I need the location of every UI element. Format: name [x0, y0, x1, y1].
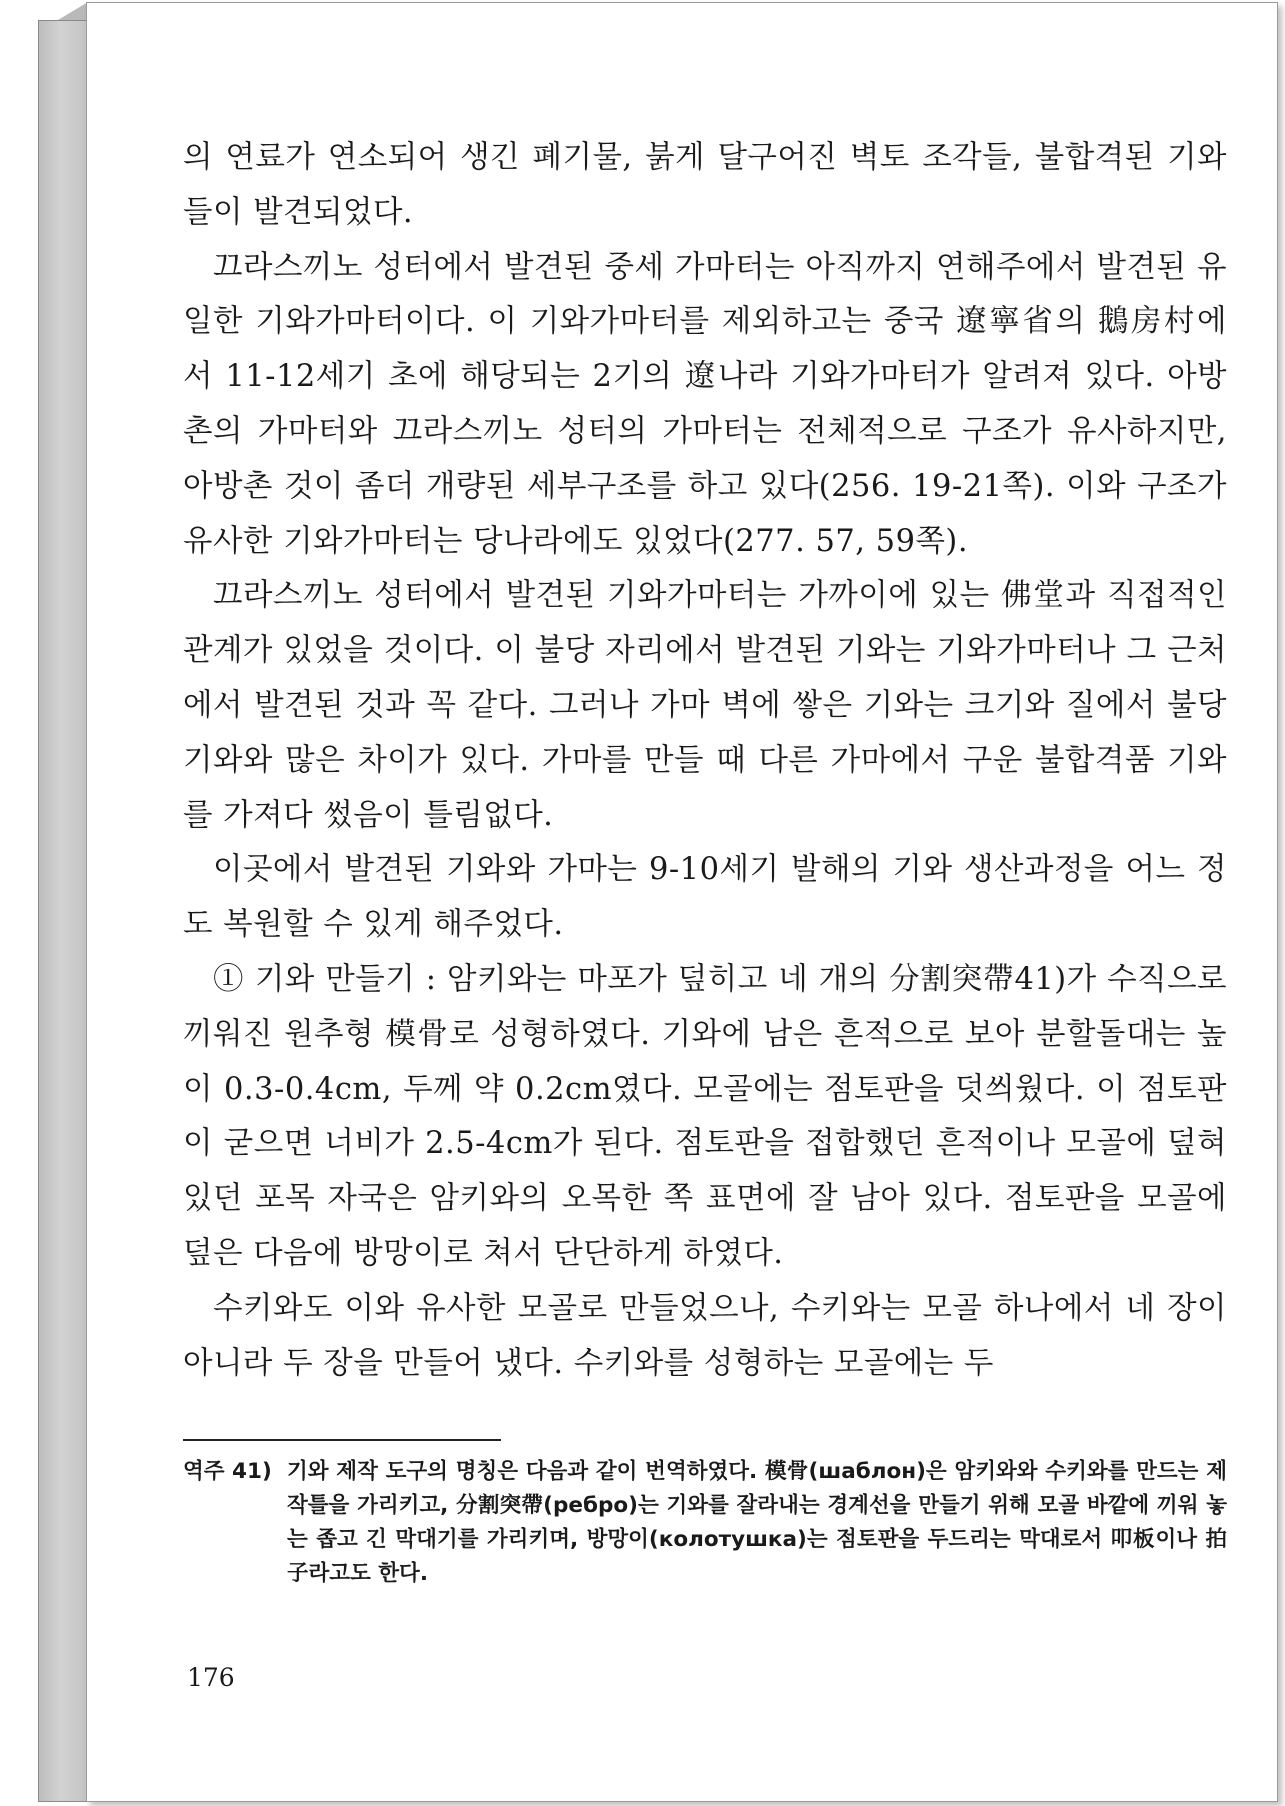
paragraph-6: 수키와도 이와 유사한 모골로 만들었으나, 수키와는 모골 하나에서 네 장이 아니라 두 장을 만들어 냈다. 수키와를 성형하는 모골에는 두: [183, 1290, 1227, 1381]
body-text: [183, 131, 1227, 1391]
paragraph-2: 끄라스끼노 성터에서 발견된 중세 가마터는 아직까지 연해주에서 발견된 유일한 기와가마터이다. 이 기와가마터를 제외하고는 중국 遼寧省의 鵝房村에서 11-12세기 초에 해당되는 2기의 遼나라 기와가마터가 알려져 있다. 아방촌의 가마터와 끄라스끼노 성터의 가마터는 전체적으로 구조가 유사하지만, 아방촌 것이 좀더 개량된 세부구조를 하고 있다(256. 19-21쪽). 이와 구조가 유사한 기와가마터는 당나라에도 있었다(277. 57, 59쪽).: [183, 249, 1227, 559]
paragraph-4: 이곳에서 발견된 기와와 가마는 9-10세기 발해의 기와 생산과정을 어느 정도 복원할 수 있게 해주었다.: [183, 852, 1227, 943]
page-number: 176: [187, 1663, 235, 1692]
book-spine: [38, 20, 88, 1802]
paragraph-3: 끄라스끼노 성터에서 발견된 기와가마터는 가까이에 있는 佛堂과 직접적인 관계가 있었을 것이다. 이 불당 자리에서 발견된 기와는 기와가마터나 그 근처에서 발견된 것과 꼭 같다. 그러나 가마 벽에 쌓은 기와는 크기와 질에서 불당 기와와 많은 차이가 있다. 가마를 만들 때 다른 가마에서 구운 불합격품 기와를 가져다 썼음이 틀림없다.: [183, 578, 1227, 833]
page-sheet: [86, 2, 1278, 1802]
paragraph-1: 의 연료가 연소되어 생긴 폐기물, 붉게 달구어진 벽토 조각들, 불합격된 기와들이 발견되었다.: [183, 140, 1227, 230]
footnote: [183, 1455, 1227, 1591]
paragraph-5: ① 기와 만들기 : 암키와는 마포가 덮히고 네 개의 分割突帶41)가 수직으로 끼워진 원추형 模骨로 성형하였다. 기와에 남은 흔적으로 보아 분할돌대는 높이 0.3-0.4cm, 두께 약 0.2cm였다. 모골에는 점토판을 덧씌웠다. 이 점토판이 굳으면 너비가 2.5-4cm가 된다. 점토판을 접합했던 흔적이나 모골에 덮혀 있던 포목 자국은 암키와의 오목한 쪽 표면에 잘 남아 있다. 점토판을 모골에 덮은 다음에 방망이로 쳐서 단단하게 하였다.: [183, 961, 1227, 1271]
footnote-divider: [183, 1439, 501, 1441]
footnote-text: 기와 제작 도구의 명칭은 다음과 같이 번역하였다. 模骨(шаблон)은 암키와와 수키와를 만드는 제작틀을 가리키고, 分割突帶(ребро)는 기와를 잘라내는 경계선을 만들기 위해 모골 바깥에 끼워 놓는 좁고 긴 막대기를 가리키며, 방망이(колотушка)는 점토판을 두드리는 막대로서 叩板이나 拍子라고도 한다.: [287, 1459, 1227, 1586]
footnote-label: 역주 41): [183, 1459, 272, 1484]
